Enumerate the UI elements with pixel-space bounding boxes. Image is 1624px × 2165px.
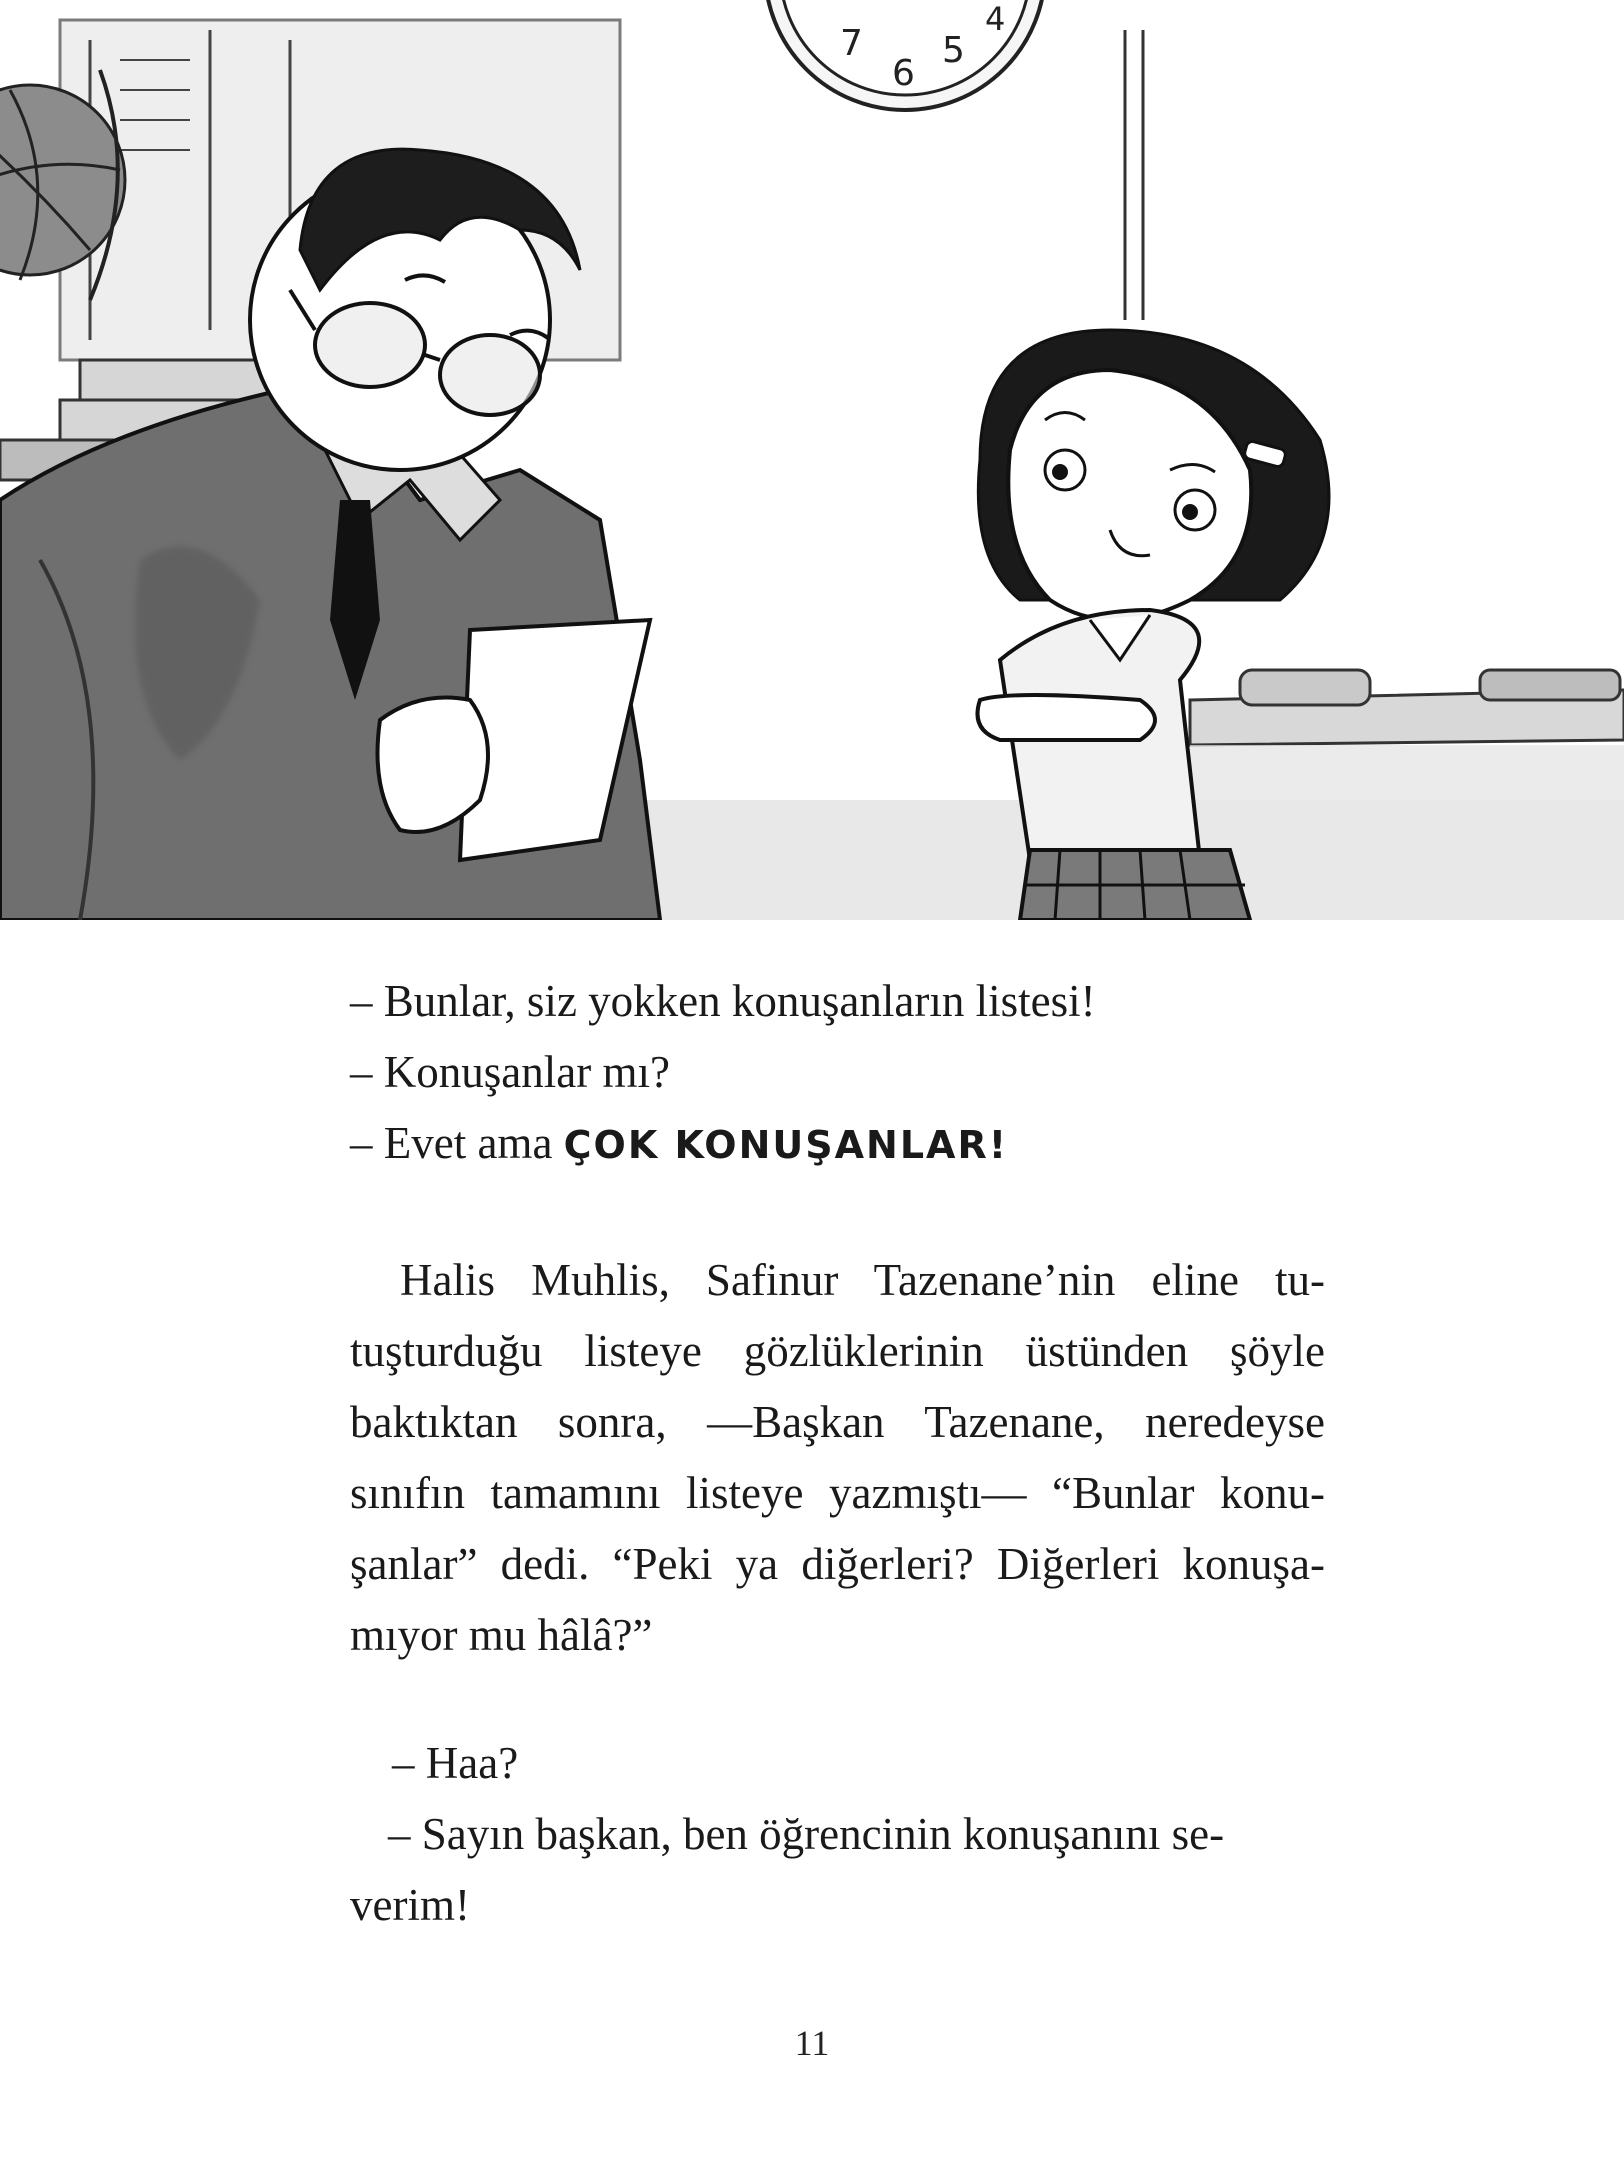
paragraph-line: baktıktan sonra, —Başkan Tazenane, neredeyse bbox=[350, 1397, 1325, 1447]
paragraph-line: şanlar” dedi. “Peki ya diğerleri? Diğerleri konuşa- bbox=[350, 1539, 1325, 1589]
dialogue-text: Konuşanlar mı? bbox=[383, 1047, 670, 1097]
dialogue-line: verim! bbox=[350, 1880, 470, 1930]
page-number: 11 bbox=[794, 2023, 830, 2063]
dialogue-line bbox=[350, 1108, 1325, 1181]
dialogue-line: – Sayın başkan, ben öğrencinin konuşanını se- bbox=[388, 1809, 1225, 1859]
svg-text:5: 5 bbox=[942, 30, 965, 71]
dialogue-text: Evet ama bbox=[383, 1118, 564, 1168]
dialogue-line bbox=[350, 966, 1325, 1037]
dialogue-top bbox=[350, 966, 1325, 1181]
dialogue-bottom bbox=[350, 1728, 1325, 1941]
paragraph-line: tuşturduğu listeye gözlüklerinin üstünden şöyle bbox=[350, 1326, 1325, 1376]
narration-paragraph bbox=[350, 1245, 1325, 1671]
paragraph-line: sınıfın tamamını listeye yazmıştı— “Bunlar konu- bbox=[350, 1468, 1325, 1518]
paragraph-line: mıyor mu hâlâ?” bbox=[350, 1610, 653, 1660]
dash: – bbox=[350, 1118, 373, 1168]
paragraph-line: Halis Muhlis, Safinur Tazenane’nin eline tu- bbox=[400, 1255, 1325, 1305]
svg-text:4: 4 bbox=[985, 0, 1006, 38]
svg-text:7: 7 bbox=[840, 23, 863, 64]
dash: – bbox=[350, 976, 373, 1026]
dash: – bbox=[350, 1047, 373, 1097]
dialogue-text: Bunlar, siz yokken konuşanların listesi! bbox=[383, 976, 1096, 1026]
dialogue-line: – Haa? bbox=[392, 1738, 519, 1788]
emphasis-text: ÇOK KONUŞANLAR! bbox=[563, 1123, 1009, 1167]
classroom-illustration bbox=[0, 0, 1624, 920]
svg-text:6: 6 bbox=[892, 53, 915, 94]
dialogue-line bbox=[350, 1037, 1325, 1108]
